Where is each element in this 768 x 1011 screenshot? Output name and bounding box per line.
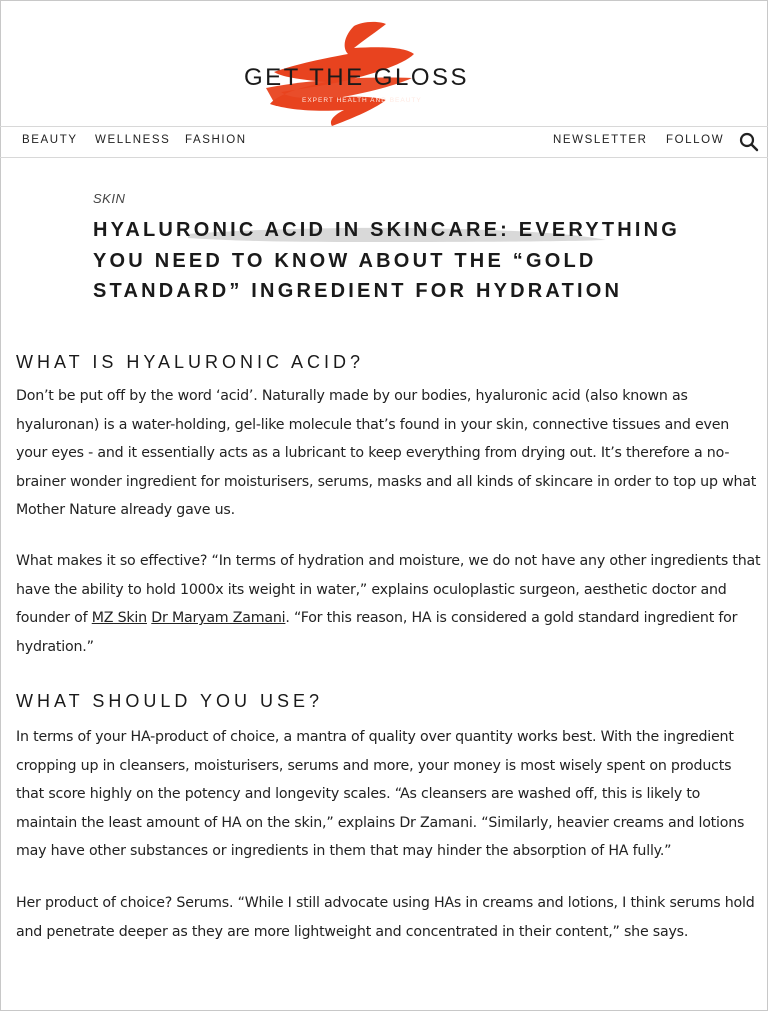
- nav-item-beauty[interactable]: BEAUTY: [22, 134, 78, 146]
- section-2-paragraph-1: In terms of your HA-product of choice, a mantra of quality over quantity works best. With the ingredient cropping up in cleansers, moisturisers, serums and more, your money is most wisely spent on products that score highly on the potency and longevity scales. “As cleansers are washed off, this is likely to maintain the least amount of HA on the skin,” explains Dr Zamani. “Similarly, heavier creams and lotions may have other substances or ingredients in them that may hinder the absorption of HA fully.”: [16, 729, 745, 860]
- link-dr-maryam-zamani[interactable]: Dr Maryam Zamani: [151, 610, 286, 627]
- nav-item-fashion[interactable]: FASHION: [185, 134, 247, 146]
- section-1-paragraph-2: What makes it so effective? “In terms of hydration and moisture, we do not have any other ingredients that have the ability to hold 1000x its weight in water,” explains oculoplastic surgeon, aesthetic doctor and founder of MZ Skin Dr Maryam Zamani. “For this reason, HA is considered a gold standard ingredient for hydration.”: [16, 553, 761, 655]
- article-title: HYALURONIC ACID IN SKINCARE: EVERYTHING YOU NEED TO KNOW ABOUT THE “GOLD STANDARD” INGREDIENT FOR HYDRATION: [93, 219, 681, 302]
- nav-item-follow[interactable]: FOLLOW: [666, 134, 725, 146]
- site-logo[interactable]: [236, 18, 470, 128]
- section-2-paragraph-2: Her product of choice? Serums. “While I still advocate using HAs in creams and lotions, I think serums hold and penetrate deeper as they are more lightweight and concentrated in their content,” she says.: [16, 895, 755, 940]
- article-category[interactable]: SKIN: [93, 191, 126, 206]
- main-nav: [0, 126, 768, 158]
- logo-wordmark: GET THE GLOSS: [244, 64, 470, 91]
- section-1-paragraph-1: Don’t be put off by the word ‘acid’. Naturally made by our bodies, hyaluronic acid (also known as hyaluronan) is a water-holding, gel-like molecule that’s found in your skin, connective tissues and even your eyes - and it essentially acts as a lubricant to keep everything from drying out. It’s therefore a no-brainer wonder ingredient for moisturisers, serums, masks and all kinds of skincare in order to top up what Mother Nature already gave us.: [16, 388, 757, 519]
- search-icon[interactable]: [738, 131, 760, 153]
- logo-tagline: EXPERT HEALTH AND BEAUTY: [302, 97, 422, 104]
- section-heading-what-should-you-use: WHAT SHOULD YOU USE?: [16, 691, 324, 711]
- link-mz-skin[interactable]: MZ Skin: [91, 610, 147, 627]
- section-heading-what-is: WHAT IS HYALURONIC ACID?: [16, 352, 365, 372]
- nav-item-newsletter[interactable]: NEWSLETTER: [553, 134, 648, 146]
- nav-item-wellness[interactable]: WELLNESS: [95, 134, 171, 146]
